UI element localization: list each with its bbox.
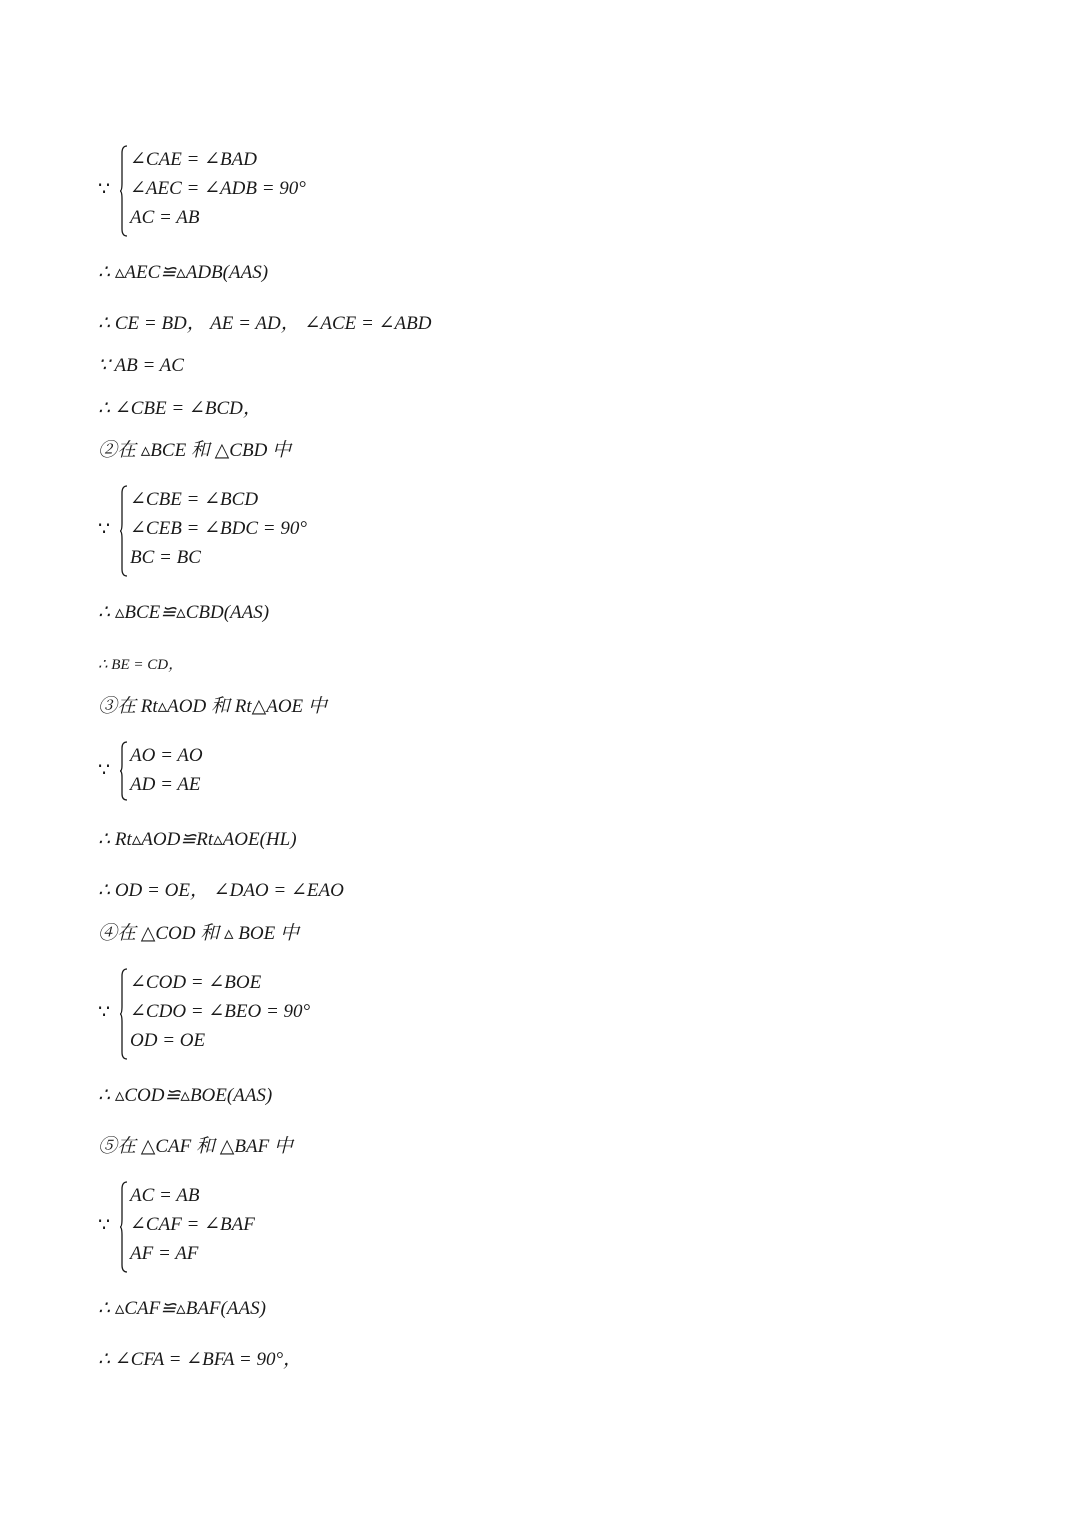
system-equations — [130, 485, 307, 572]
because-symbol: ∵ — [98, 519, 111, 540]
left-brace-icon — [120, 741, 128, 801]
system-equations — [130, 145, 306, 232]
system-equations — [130, 1181, 255, 1268]
equation-line: ∠COD = ∠BOE — [130, 972, 262, 993]
equation-line: AF = AF — [130, 1243, 199, 1264]
left-brace-icon — [120, 1181, 128, 1273]
equation-line: ∠CBE = ∠BCD — [130, 489, 259, 510]
equation-line: OD = OE — [130, 1030, 206, 1051]
left-brace-icon — [120, 145, 128, 237]
proof-line: ∴ ∠CBE = ∠BCD， — [98, 398, 262, 419]
system-equations — [130, 741, 203, 799]
equation-line: AO = AO — [130, 745, 203, 766]
proof-line: ∴ CE = BD， AE = AD， ∠ACE = ∠ABD — [98, 313, 432, 334]
proof-line: ∴ ▵CAF≌▵BAF(AAS) — [98, 1298, 266, 1319]
proof-line: ∴ Rt▵AOD≌Rt▵AOE(HL) — [98, 829, 297, 850]
equation-line: ∠AEC = ∠ADB = 90° — [130, 178, 306, 199]
because-symbol: ∵ — [98, 760, 111, 781]
proof-line: ∴ OD = OE， ∠DAO = ∠EAO — [98, 880, 344, 901]
equation-line: AC = AB — [130, 207, 200, 228]
proof-line: ∴ ▵COD≌▵BOE(AAS) — [98, 1085, 273, 1106]
equation-line: BC = BC — [130, 547, 201, 568]
proof-line: ∴ ▵BCE≌▵CBD(AAS) — [98, 602, 270, 623]
left-brace-icon — [120, 968, 128, 1060]
equation-line: ∠CAE = ∠BAD — [130, 149, 257, 170]
proof-step-heading: ②在 ▵BCE 和 △CBD 中 — [98, 440, 292, 461]
equation-line: ∠CAF = ∠BAF — [130, 1214, 255, 1235]
proof-line: ∵ AB = AC — [98, 355, 184, 376]
proof-step-heading: ③在 Rt▵AOD 和 Rt△AOE 中 — [98, 696, 327, 717]
equation-line: AD = AE — [130, 774, 201, 795]
proof-step-heading: ④在 △COD 和 ▵ BOE 中 — [98, 923, 299, 944]
system-equations — [130, 968, 310, 1055]
equation-line: ∠CEB = ∠BDC = 90° — [130, 518, 307, 539]
left-brace-icon — [120, 485, 128, 577]
because-symbol: ∵ — [98, 1215, 111, 1236]
proof-line: ∴ BE = CD， — [98, 657, 184, 673]
equation-line: ∠CDO = ∠BEO = 90° — [130, 1001, 311, 1022]
because-symbol: ∵ — [98, 179, 111, 200]
proof-step-heading: ⑤在 △CAF 和 △BAF 中 — [98, 1136, 293, 1157]
equation-line: AC = AB — [130, 1185, 200, 1206]
proof-line: ∴ ▵AEC≌▵ADB(AAS) — [98, 262, 269, 283]
proof-line: ∴ ∠CFA = ∠BFA = 90°， — [98, 1349, 303, 1370]
because-symbol: ∵ — [98, 1002, 111, 1023]
